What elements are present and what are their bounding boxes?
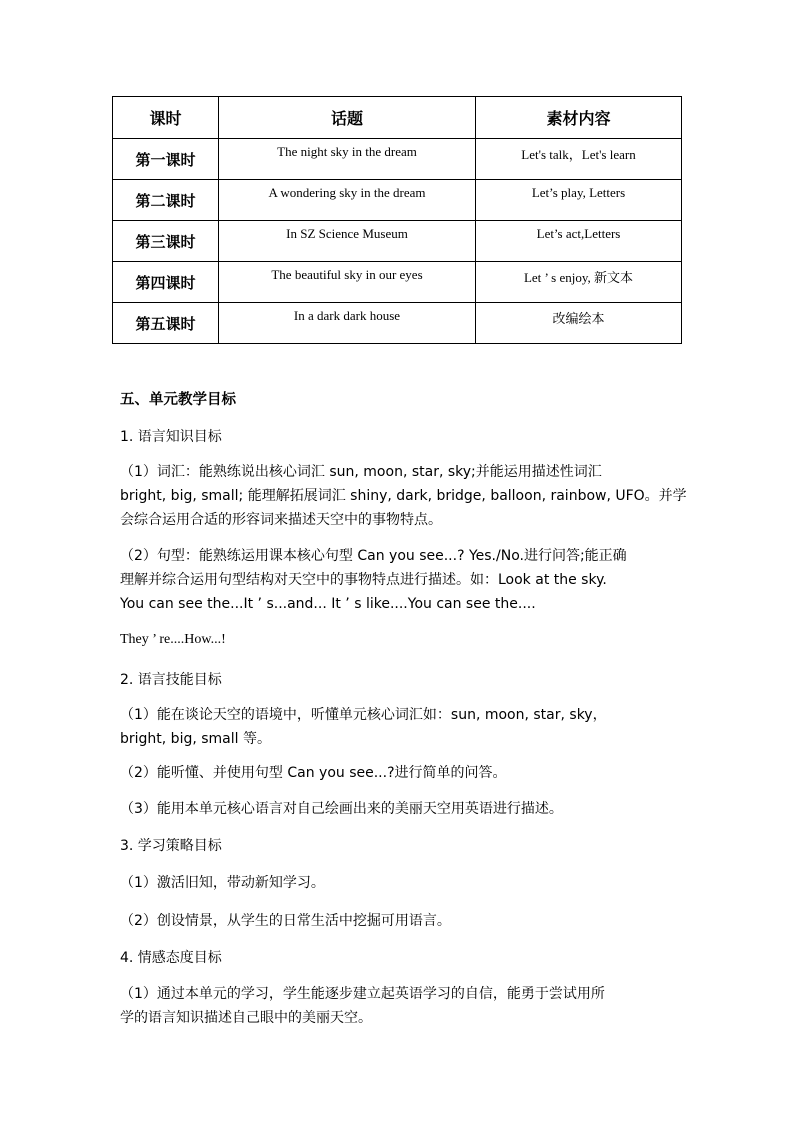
topic-cell: In a dark dark house: [219, 303, 476, 344]
material-cell: Let ’ s enjoy, 新文本: [476, 262, 682, 303]
header-lesson: 课时: [113, 97, 219, 139]
header-material: 素材内容: [476, 97, 682, 139]
skill-item-3: （3）能用本单元核心语言对自己绘画出来的美丽天空用英语进行描述。: [120, 801, 563, 817]
topic-cell: In SZ Science Museum: [219, 221, 476, 262]
topic-cell: The beautiful sky in our eyes: [219, 262, 476, 303]
topic-cell: The night sky in the dream: [219, 139, 476, 180]
attitude-line: （1）通过本单元的学习，学生能逐步建立起英语学习的自信，能勇于尝试用所: [120, 986, 605, 1002]
sentence-paragraph: [120, 544, 680, 616]
sentence-extra-line: They ’ re....How...!: [120, 632, 226, 647]
material-cell: Let’s act,Letters: [476, 221, 682, 262]
attitude-line: 学的语言知识描述自己眼中的美丽天空。: [120, 1010, 372, 1026]
skill-item-2: （2）能听懂、并使用句型 Can you see...?进行简单的问答。: [120, 765, 507, 781]
sentence-line: 理解并综合运用句型结构对天空中的事物特点进行描述。如：Look at the sky.: [120, 572, 607, 588]
lesson-cell: 第一课时: [113, 139, 219, 180]
table-row: [113, 303, 682, 344]
lesson-cell: 第二课时: [113, 180, 219, 221]
section-title: 五、单元教学目标: [120, 392, 236, 408]
table-row: [113, 221, 682, 262]
table-row: [113, 139, 682, 180]
vocab-line: bright, big, small; 能理解拓展词汇 shiny, dark, bridge, balloon, rainbow, UFO。并学: [120, 488, 687, 504]
material-cell: Let's talk，Let's learn: [476, 139, 682, 180]
skill-line: bright, big, small 等。: [120, 731, 271, 747]
goal2-title: 2. 语言技能目标: [120, 672, 222, 688]
attitude-item-1: [120, 982, 680, 1030]
goal3-title: 3. 学习策略目标: [120, 838, 222, 854]
table-row: [113, 262, 682, 303]
vocab-line: 会综合运用合适的形容词来描述天空中的事物特点。: [120, 512, 442, 528]
strategy-item-1: （1）激活旧知，带动新知学习。: [120, 875, 325, 891]
vocab-paragraph: [120, 460, 687, 532]
lesson-cell: 第三课时: [113, 221, 219, 262]
material-cell: Let’s play, Letters: [476, 180, 682, 221]
lesson-cell: 第五课时: [113, 303, 219, 344]
sentence-line: You can see the...It ’ s...and... It ’ s like....You can see the....: [120, 596, 536, 612]
goal1-title: 1. 语言知识目标: [120, 429, 222, 445]
vocab-line: （1）词汇：能熟练说出核心词汇 sun, moon, star, sky;并能运用描述性词汇: [120, 464, 602, 480]
header-topic: 话题: [219, 97, 476, 139]
goal4-title: 4. 情感态度目标: [120, 950, 222, 966]
strategy-item-2: （2）创设情景，从学生的日常生活中挖掘可用语言。: [120, 913, 451, 929]
table-row: [113, 180, 682, 221]
lesson-cell: 第四课时: [113, 262, 219, 303]
lesson-plan-table: [112, 96, 682, 344]
skill-line: （1）能在谈论天空的语境中，听懂单元核心词汇如：sun, moon, star, sky，: [120, 707, 607, 723]
sentence-line: （2）句型：能熟练运用课本核心句型 Can you see...? Yes./No.进行问答;能正确: [120, 548, 627, 564]
table-header-row: [113, 97, 682, 139]
topic-cell: A wondering sky in the dream: [219, 180, 476, 221]
skill-item-1: [120, 703, 680, 751]
material-cell: 改编绘本: [476, 303, 682, 344]
